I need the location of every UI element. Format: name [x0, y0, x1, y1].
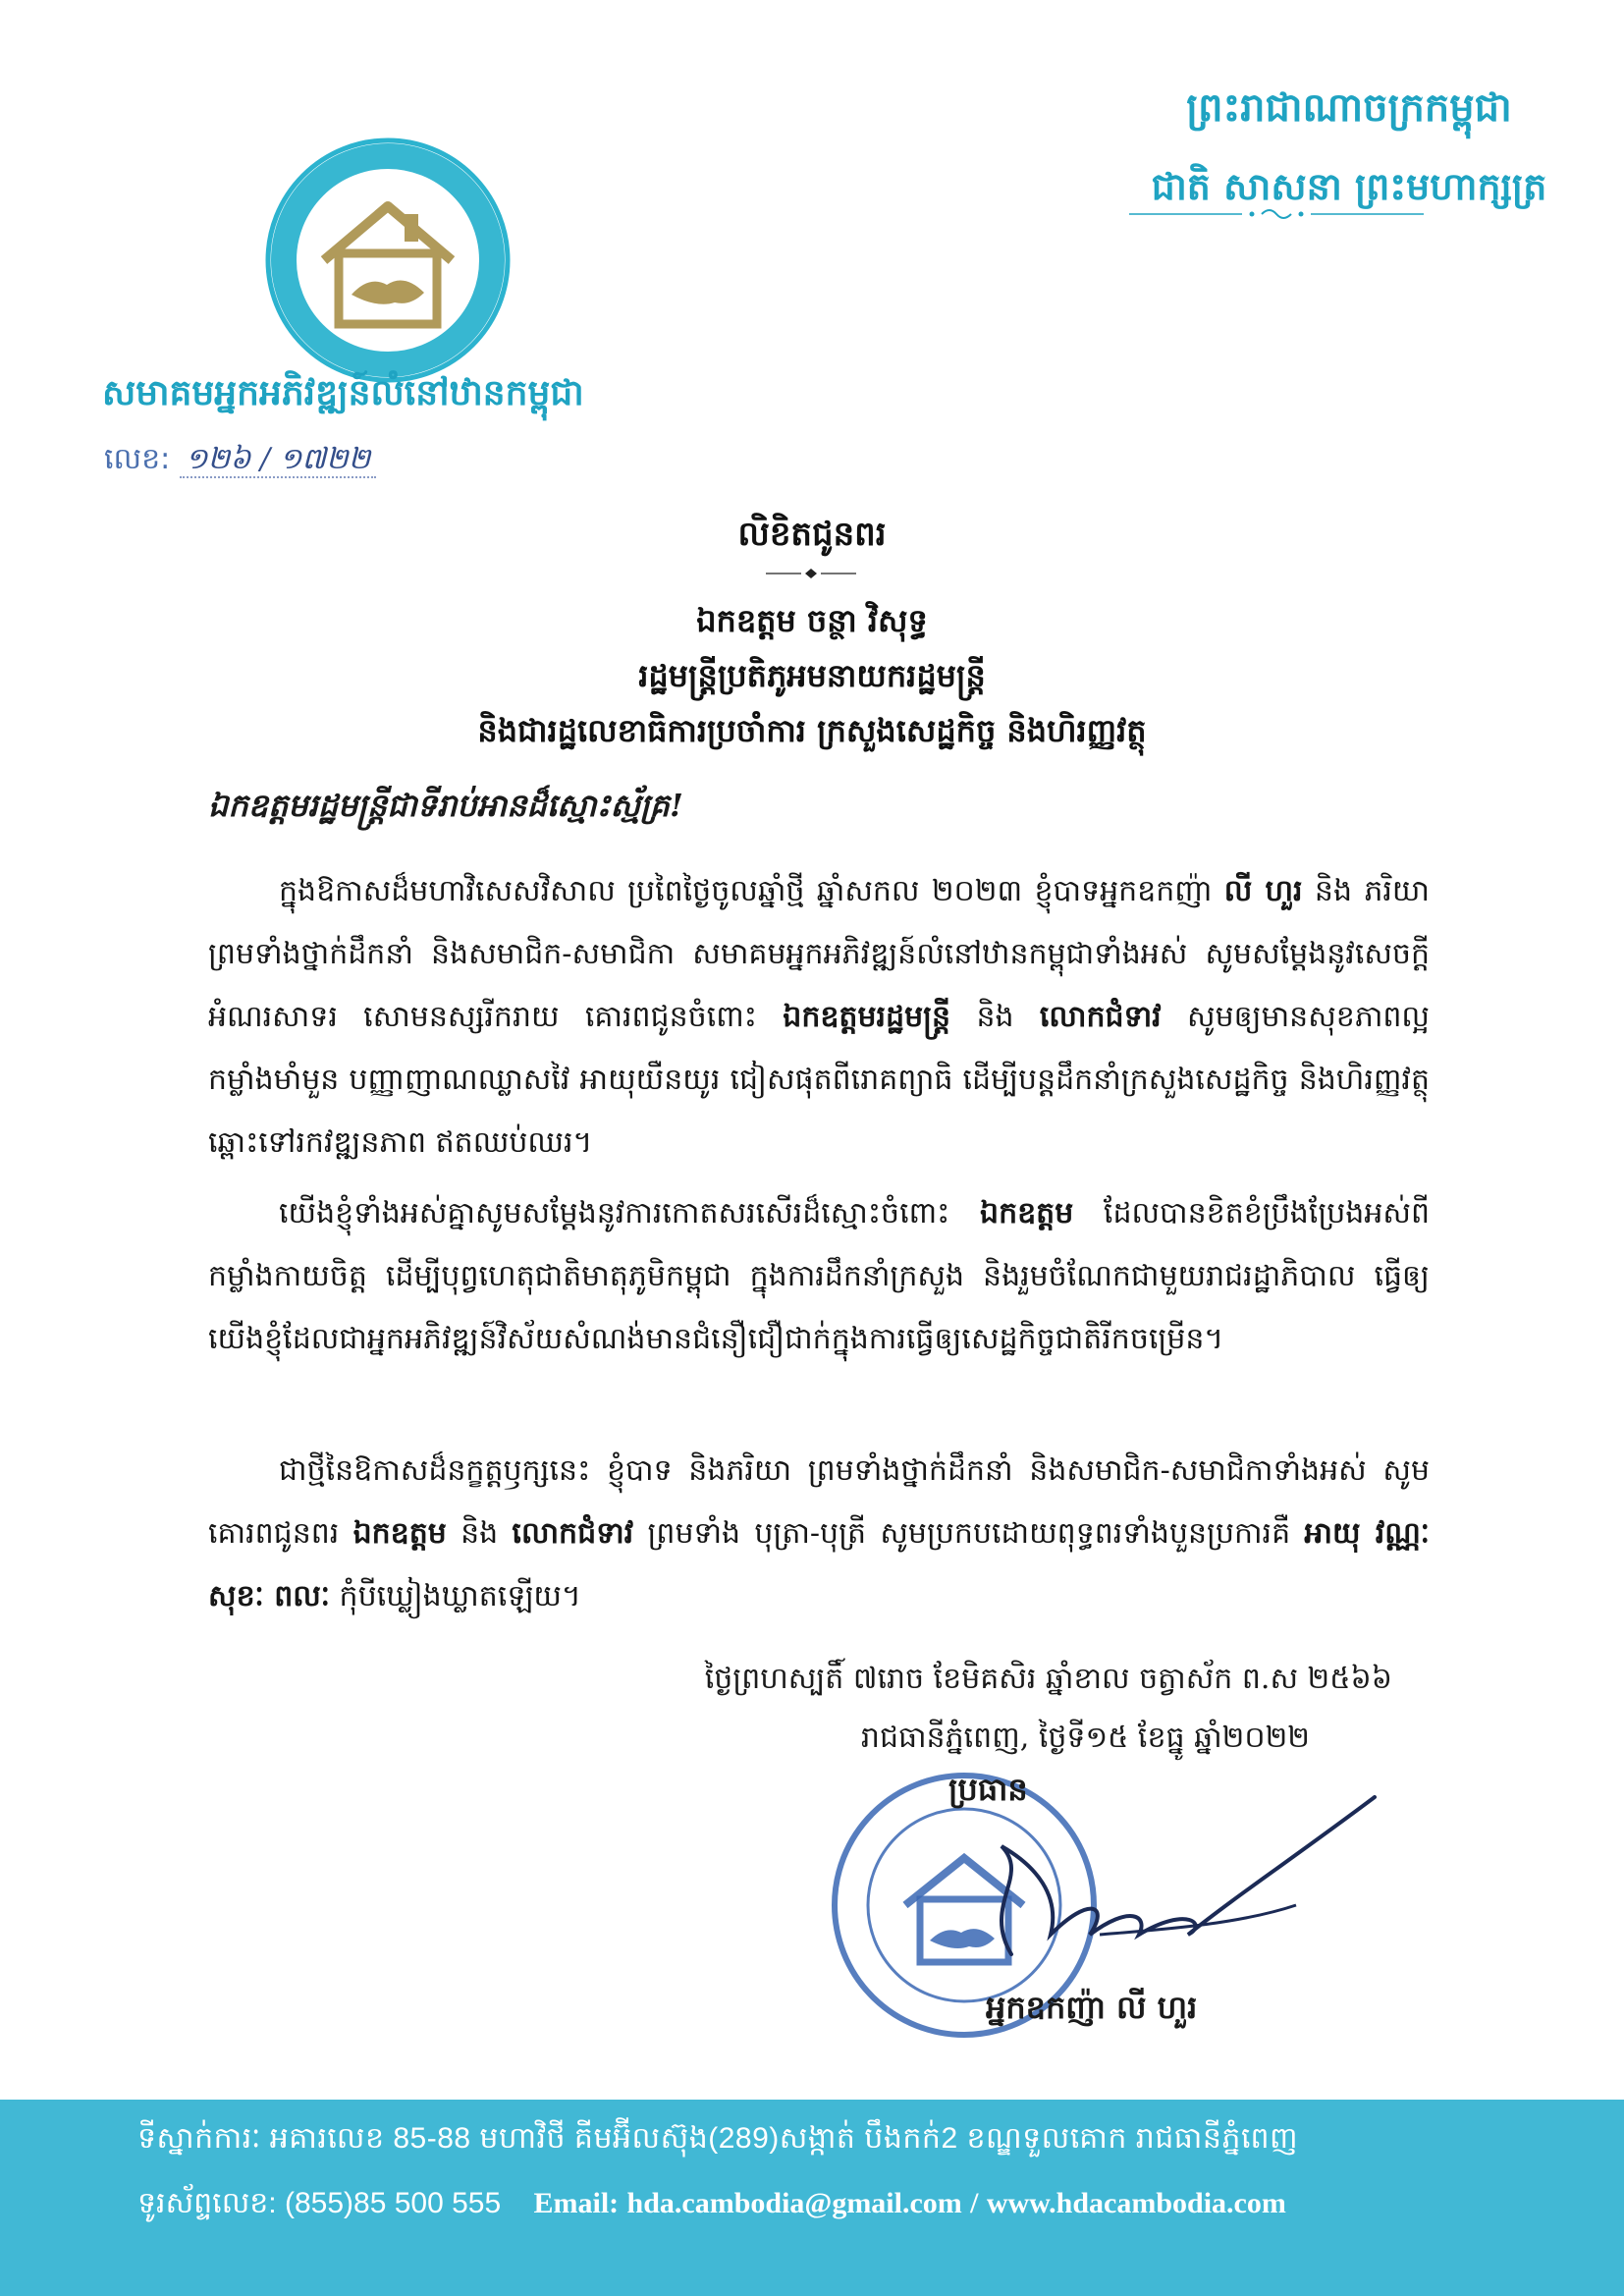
p1-bold-lady: លោកជំទាវ [1039, 1000, 1162, 1034]
president-title: ប្រធាន [948, 1771, 1028, 1808]
title-ornament [766, 568, 856, 579]
p1-text-c: និង [950, 1000, 1040, 1034]
p1-bold-minister: ឯកឧត្តមរដ្ឋមន្ត្រី [783, 1000, 951, 1034]
reference-value: ១២៦ / ១៧២២ [180, 442, 377, 478]
p3-bold-lady: លោកជំទាវ [512, 1516, 634, 1551]
p2-text-b: ដែលបានខិតខំប្រឹងប្រែងអស់ពីកម្លាំងកាយចិត្ត ដើម្បីបុព្វហេតុជាតិមាតុភូមិកម្ពុជា ក្នុងការដឹកនាំក្រសួង និងរួមចំណែកជាមួយរាជរដ្ឋាភិបាល ធ្វើឲ្យយើងខ្ញុំដែលជាអ្នកអភិវឌ្ឍន៍វិស័យសំណង់មានជំនឿជឿជាក់ក្នុងការធ្វើឲ្យសេដ្ឋកិច្ចជាតិរីកចម្រើន។ [208, 1196, 1430, 1356]
salutation: ឯកឧត្តមរដ្ឋមន្ត្រីជាទីរាប់អានដ៏ស្មោះស្ម័គ្រ! [208, 787, 683, 824]
p1-text-b: និង ភរិយា ព្រមទាំងថ្នាក់ដឹកនាំ និងសមាជិក-សមាជិកា សមាគមអ្នកអភិវឌ្ឍន៍លំនៅឋានកម្ពុជាទាំងអស់ សូមសម្តែងនូវសេចក្តីអំណរសាទរ សោមនស្សរីករាយ គោរពជូនចំពោះ [208, 874, 1430, 1034]
website-link[interactable]: www.hdacambodia.com [986, 2187, 1286, 2219]
kingdom-header [1074, 82, 1624, 212]
p3-bold-blessings: អាយុ វណ្ណៈ សុខៈ ពលៈ [208, 1516, 1430, 1613]
p1-text-a: ក្នុងឱកាសដ៏មហាវិសេសវិសាល ប្រពៃថ្ងៃចូលឆ្នាំថ្មី ឆ្នាំសកល ២០២៣ ខ្ញុំបាទអ្នកឧកញ៉ា [279, 874, 1224, 908]
body-paragraph-3 [208, 1440, 1430, 1628]
header-ornament [1129, 206, 1424, 222]
signature [943, 1787, 1394, 1984]
p3-bold-excellency: ឯកឧត្តម [352, 1516, 447, 1551]
kingdom-line-1: ព្រះរាជាណាចក្រកម្ពុជា [1186, 84, 1512, 131]
footer-bar [0, 2100, 1624, 2296]
p3-text-a: ជាថ្មីនៃឱកាសដ៏នក្ខត្តឫក្សនេះ ខ្ញុំបាទ និងភរិយា ព្រមទាំងថ្នាក់ដឹកនាំ និងសមាជិក-សមាជិកាទាំងអស់ សូមគោរពជូនពរ [208, 1453, 1430, 1551]
recipient-ministry: និងជារដ្ឋលេខាធិការប្រចាំការ ក្រសួងសេដ្ឋកិច្ច និងហិរញ្ញវត្ថុ [477, 712, 1147, 749]
contact-separator: / [970, 2187, 979, 2219]
reference-number [104, 440, 376, 483]
body-paragraph-2 [208, 1182, 1430, 1371]
phone-label: ទូរស័ព្ទលេខ: [137, 2187, 277, 2219]
email-address[interactable]: hda.cambodia@gmail.com [626, 2187, 962, 2219]
lunar-date: ថ្ងៃព្រហស្បតិ៍ ៧រោច ខែមិគសិរ ឆ្នាំខាល ចត្វាស័ក ព.ស ២៥៦៦ [704, 1662, 1392, 1696]
reference-label: លេខ: [104, 442, 171, 476]
p3-text-c: ព្រមទាំង បុត្រា-បុត្រី សូមប្រកបដោយពុទ្ធពរទាំងបួនប្រការគឺ [633, 1516, 1305, 1551]
p3-text-d: កុំបីឃ្លៀងឃ្លាតឡើយ។ [329, 1579, 581, 1613]
recipient-position: រដ្ឋមន្ត្រីប្រតិភូអមនាយករដ្ឋមន្ត្រី [638, 657, 986, 694]
organization-name: សមាគមអ្នកអភិវឌ្ឍន៍លំនៅឋានកម្ពុជា [102, 372, 584, 413]
p1-sender-name: លី ហួរ [1223, 874, 1303, 908]
kingdom-line-2: ជាតិ សាសនា ព្រះមហាក្សត្រ [1151, 164, 1547, 208]
phone-number: (855)85 500 555 [284, 2187, 502, 2219]
city-date: រាជធានីភ្នំពេញ, ថ្ងៃទី១៥ ខែធ្នូ ឆ្នាំ២០២២ [860, 1721, 1310, 1755]
letter-heading: លិខិតជូនពរ [737, 515, 887, 554]
footer-contact [137, 2184, 1286, 2227]
p2-bold-excellency: ឯកឧត្តម [980, 1196, 1074, 1230]
recipient-name: ឯកឧត្តម ចន្ថា វិសុទ្ធ [696, 602, 928, 639]
p2-text-a: យើងខ្ញុំទាំងអស់គ្នាសូមសម្តែងនូវការកោតសរសើរដ៏ស្មោះចំពោះ [279, 1196, 981, 1230]
body-paragraph-1 [208, 860, 1430, 1175]
email-label: Email: [533, 2187, 620, 2219]
p3-text-b: និង [446, 1516, 513, 1551]
president-name: អ្នកឧកញ៉ា លី ហួរ [986, 1989, 1198, 2026]
footer-address: ទីស្នាក់ការៈ អគារលេខ 85-88 មហាវិថី គីមអ៊ីលស៊ុង(289)សង្កាត់ បឹងកក់2 ខណ្ឌទួលគោក រាជធានីភ្នំពេញ [137, 2122, 1299, 2155]
p1-text-d: សូមឲ្យមានសុខភាពល្អ កម្លាំងមាំមួន បញ្ញាញាណឈ្លាសវៃ អាយុយឺនយូរ ជៀសផុតពីរោគព្យាធិ ដើម្បីបន្តដឹកនាំក្រសួងសេដ្ឋកិច្ច និងហិរញ្ញវត្ថុ ឆ្ពោះទៅរកវឌ្ឍនភាព ឥតឈប់ឈរ។ [208, 1000, 1430, 1160]
organization-logo [265, 137, 511, 383]
letter-title-block [0, 511, 1624, 754]
